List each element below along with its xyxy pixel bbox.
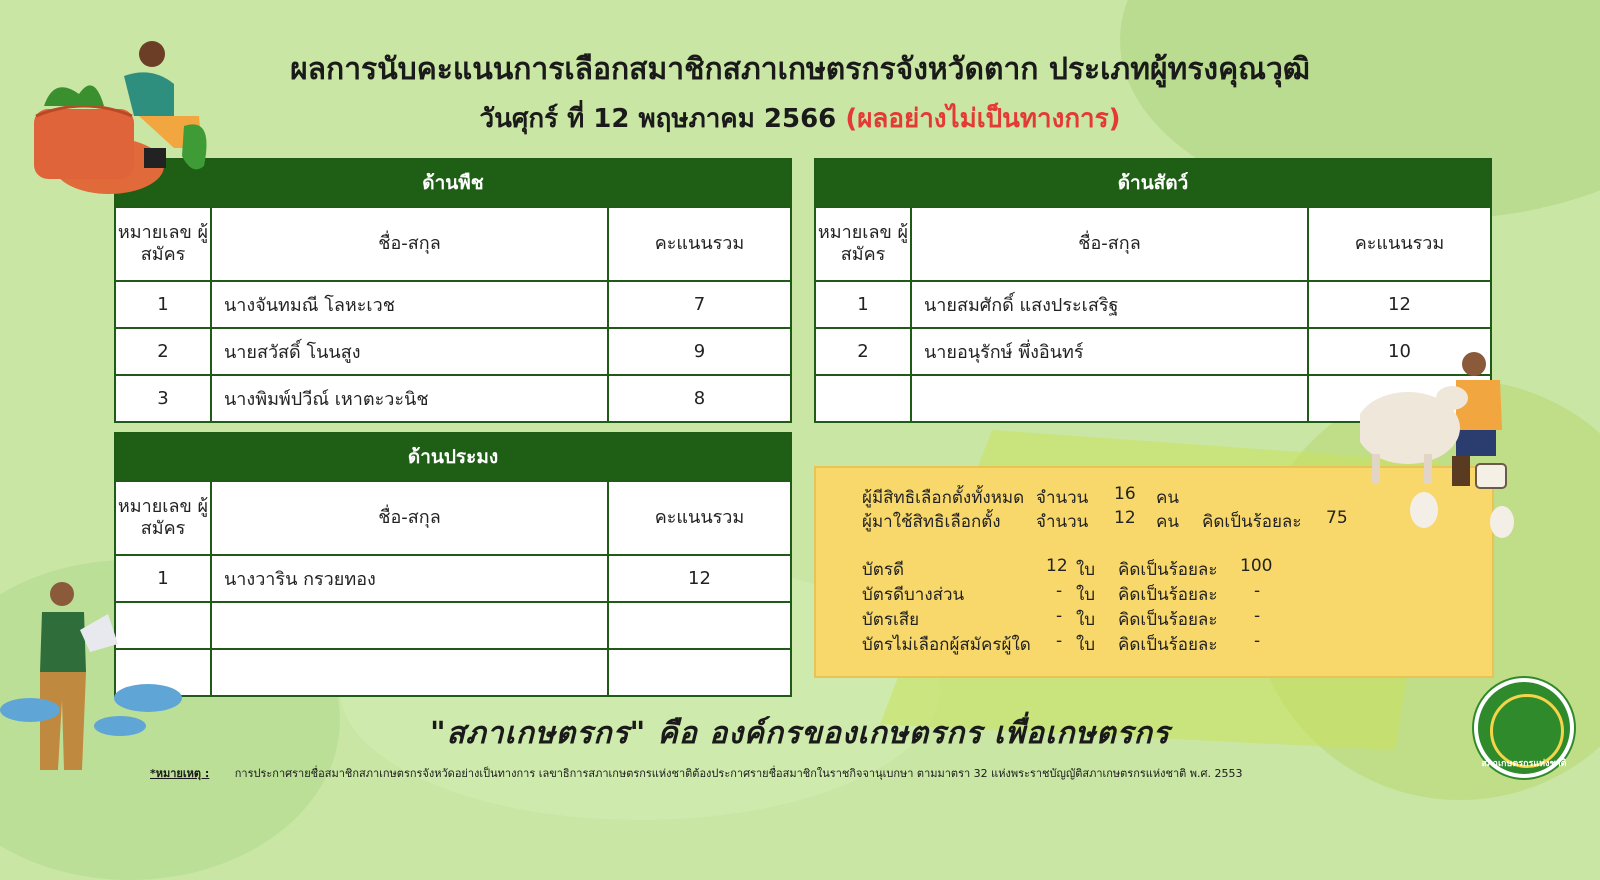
candidate-number: 2 [115, 328, 211, 375]
candidate-number: 2 [815, 328, 911, 375]
candidate-name [211, 649, 608, 696]
candidate-score: 10 [1308, 328, 1491, 375]
unofficial-status: (ผลอย่างไม่เป็นทางการ) [845, 104, 1121, 134]
candidate-name: นายสมศักดิ์ แสงประเสริฐ [911, 281, 1308, 328]
candidate-score: 12 [608, 555, 791, 602]
column-header-number: หมายเลข ผู้สมัคร [115, 207, 211, 281]
candidate-name: นายสวัสดิ์ โนนสูง [211, 328, 608, 375]
column-header-name: ชื่อ-สกุล [911, 207, 1308, 281]
table-row [115, 602, 791, 649]
slogan: "สภาเกษตรกร" คือ องค์กรของเกษตรกร เพื่อเกษตรกร [429, 716, 1171, 751]
column-header-number: หมายเลข ผู้สมัคร [115, 481, 211, 555]
candidate-name [211, 602, 608, 649]
footnote-label: *หมายเหตุ : [150, 767, 210, 780]
table-row [115, 328, 791, 375]
farmer-with-vegetables-illustration [24, 36, 224, 196]
date-text: วันศุกร์ ที่ 12 พฤษภาคม 2566 [479, 104, 837, 134]
fishery-results-table [114, 432, 792, 697]
column-header-score: คะแนนรวม [608, 207, 791, 281]
candidate-score: 7 [608, 281, 791, 328]
farmer-with-fish-illustration [0, 580, 190, 790]
table-row [815, 281, 1491, 328]
table-row [115, 281, 791, 328]
table-title: ด้านสัตว์ [815, 159, 1491, 207]
election-summary-box: ผู้มีสิทธิเลือกตั้งทั้งหมด จำนวน 16 คน ผู้มาใช้สิทธิเลือกตั้ง จำนวน 12 คน คิดเป็นร้อยละ 75 บัตรดี 12 ใบ คิดเป็นร้อยละ 100 บัตรดีบางส่วน - ใบ คิดเป็นร้อยละ - บัตรเสีย - ใบ คิดเป็นร้อยละ - บัตรไม่เลือกผู้สมัครผู้ใด - ใบ คิดเป็นร้อยละ - [814, 466, 1494, 678]
candidate-number: 1 [115, 281, 211, 328]
candidate-number: 1 [815, 281, 911, 328]
footnote-text: การประกาศรายชื่อสมาชิกสภาเกษตรกรจังหวัดอย่างเป็นทางการ เลขาธิการสภาเกษตรกรแห่งชาติต้องประกาศรายชื่อสมาชิกในราชกิจจานุเบกษา ตามมาตรา 32 แห่งพระราชบัญญัติสภาเกษตรกรแห่งชาติ พ.ศ. 2553 [234, 767, 1243, 780]
farmer-with-sheep-illustration [1360, 346, 1520, 546]
column-header-name: ชื่อ-สกุล [211, 207, 608, 281]
farmers-council-logo [1474, 678, 1574, 778]
table-title: ด้านประมง [115, 433, 791, 481]
candidate-number [815, 375, 911, 422]
candidate-score [608, 649, 791, 696]
candidate-score: 8 [608, 375, 791, 422]
column-header-score: คะแนนรวม [1308, 207, 1491, 281]
candidate-name: นางจันทมณี โลหะเวช [211, 281, 608, 328]
plant-results-table [114, 158, 792, 423]
table-row [115, 555, 791, 602]
table-row [115, 375, 791, 422]
candidate-score: 9 [608, 328, 791, 375]
footnote [150, 764, 1243, 782]
candidate-score: 12 [1308, 281, 1491, 328]
candidate-number: 1 [115, 555, 211, 602]
candidate-name: นางวาริน กรวยทอง [211, 555, 608, 602]
candidate-name [911, 375, 1308, 422]
column-header-score: คะแนนรวม [608, 481, 791, 555]
table-title: ด้านพืช [115, 159, 791, 207]
candidate-name: นางพิมพ์ปวีณ์ เหาตะวะนิช [211, 375, 608, 422]
page-title: ผลการนับคะแนนการเลือกสมาชิกสภาเกษตรกรจังหวัดตาก ประเภทผู้ทรงคุณวุฒิ [290, 52, 1310, 87]
page-subtitle [0, 98, 1600, 139]
column-header-number: หมายเลข ผู้สมัคร [815, 207, 911, 281]
logo-text: สภาเกษตรกรแห่งชาติ [1481, 759, 1567, 769]
column-header-name: ชื่อ-สกุล [211, 481, 608, 555]
candidate-number: 3 [115, 375, 211, 422]
table-row [115, 649, 791, 696]
candidate-name: นายอนุรักษ์ พึ่งอินทร์ [911, 328, 1308, 375]
candidate-score [608, 602, 791, 649]
